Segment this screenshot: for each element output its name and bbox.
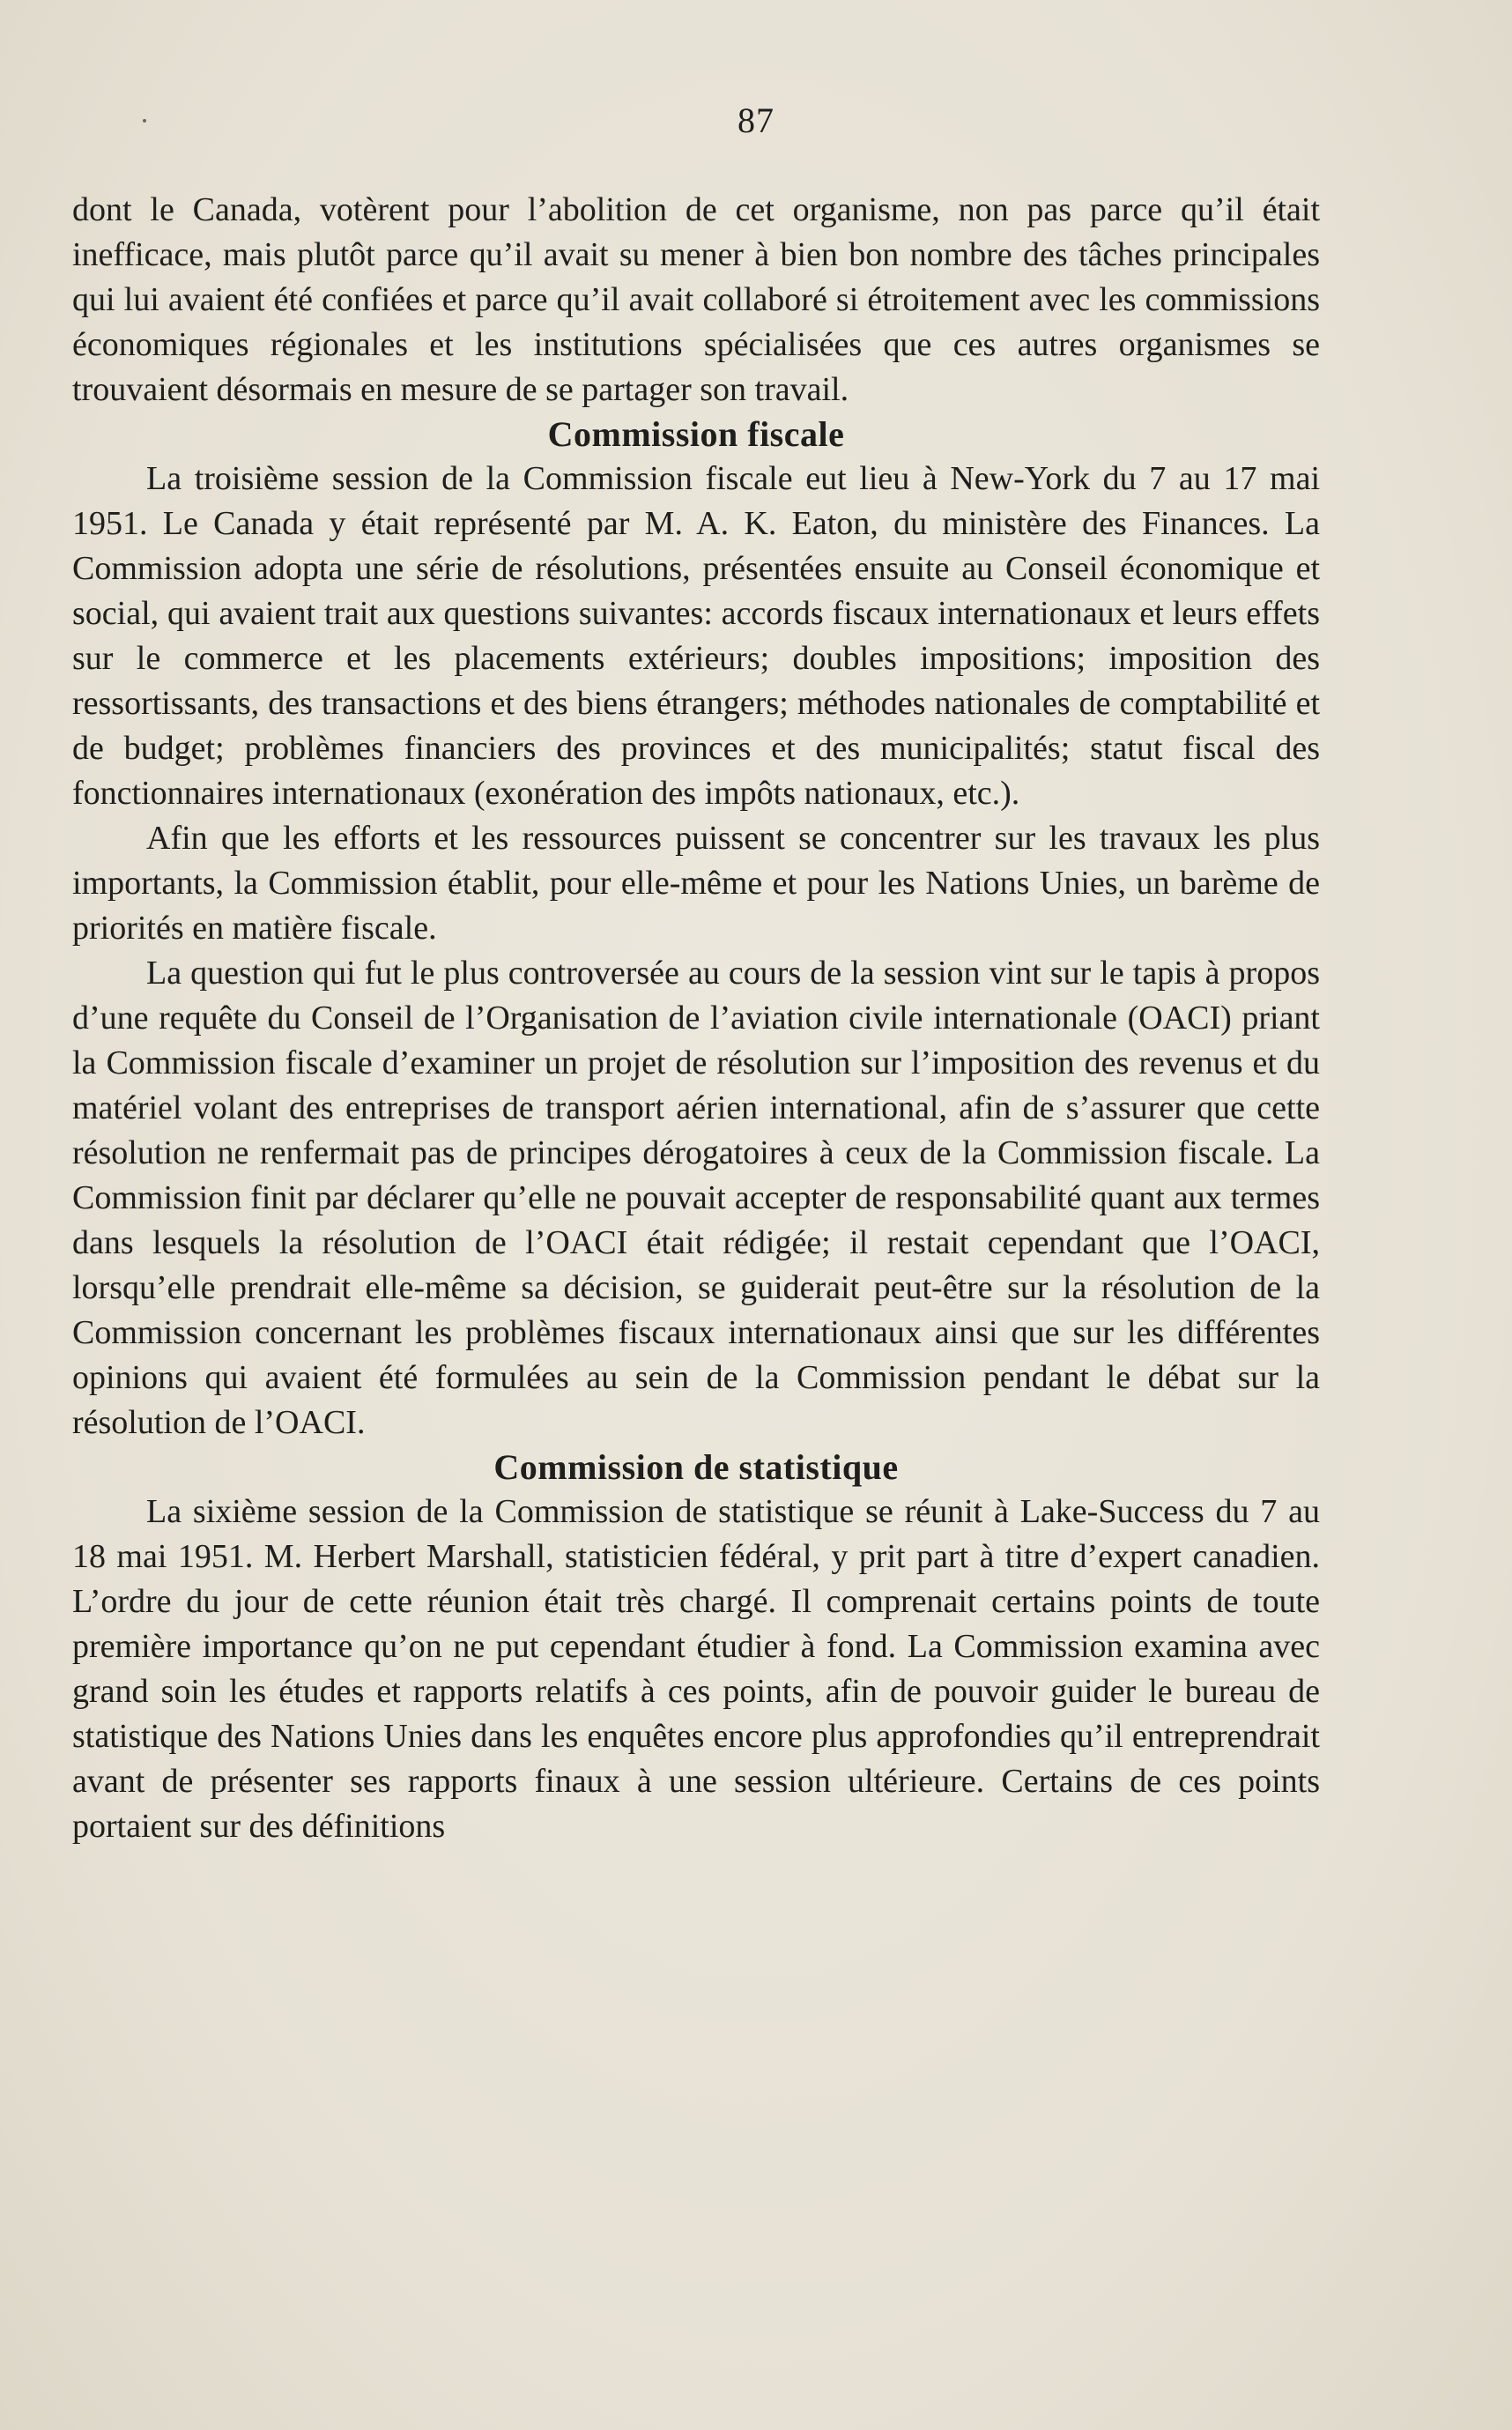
section-heading-statistique: Commission de statistique (493, 1447, 899, 1487)
fiscal-paragraph-1: La troisième session de la Commission fiscale eut lieu à New-York du 7 au 17 mai 1951. Le Canada y était représenté par M. A. K. Eaton, du ministère des Finances. La Commission adopta une série de résolutions, présentées ensuite au Conseil économique et social, qui avaient trait aux questions suivantes: accords fiscaux internationaux et leurs effets sur le commerce et les placements extérieurs; doubles impositions; imposition des ressortissants, des transactions et des biens étrangers; méthodes nationales de comptabilité et de budget; problèmes financiers des provinces et des municipalités; statut fiscal des fonctionnaires internationaux (exonération des impôts nationaux, etc.). (72, 460, 1320, 812)
section-heading-fiscal: Commission fiscale (547, 414, 845, 454)
intro-paragraph: dont le Canada, votèrent pour l’abolition de cet organisme, non pas parce qu’il était inefficace, mais plutôt parce qu’il avait su mener à bien bon nombre des tâches principales qui lui avaient été confiées et parce qu’il avait collaboré si étroitement avec les commissions économiques régionales et les institutions spécialisées que ces autres organismes se trouvaient désormais en mesure de se partager son travail. (72, 191, 1320, 408)
statistique-paragraph-1: La sixième session de la Commission de statistique se réunit à Lake-Success du 7 au 18 mai 1951. M. Herbert Marshall, statisticien fédéral, y prit part à titre d’expert canadien. L’ordre du jour de cette réunion était très chargé. Il comprenait certains points de toute première importance qu’on ne put cependant étudier à fond. La Commission examina avec grand soin les études et rapports relatifs à ces points, afin de pouvoir guider le bureau de statistique des Nations Unies dans les enquêtes encore plus approfondies qu’il entreprendrait avant de présenter ses rapports finaux à une session ultérieure. Certains de ces points portaient sur des définitions (72, 1493, 1320, 1845)
page-body (72, 188, 1320, 1849)
page-number: 87 (737, 100, 775, 140)
fiscal-paragraph-3: La question qui fut le plus controversée au cours de la session vint sur le tapis à propos d’une requête du Conseil de l’Organisation de l’aviation civile internationale (OACI) priant la Commission fiscale d’examiner un projet de résolution sur l’imposition des revenus et du matériel volant des entreprises de transport aérien international, afin de s’assurer que cette résolution ne renfermait pas de principes dérogatoires à ceux de la Commission fiscale. La Commission finit par déclarer qu’elle ne pouvait accepter de responsabilité quant aux termes dans lesquels la résolution de l’OACI était rédigée; il restait cependant que l’OACI, lorsqu’elle prendrait elle-même sa décision, se guiderait peut-être sur la résolution de la Commission concernant les problèmes fiscaux internationaux ainsi que sur les différentes opinions qui avaient été formulées au sein de la Commission pendant le débat sur la résolution de l’OACI. (72, 955, 1320, 1441)
fiscal-paragraph-2: Afin que les efforts et les ressources puissent se concentrer sur les travaux les plus importants, la Commission établit, pour elle-même et pour les Nations Unies, un barème de priorités en matière fiscale. (72, 820, 1320, 947)
